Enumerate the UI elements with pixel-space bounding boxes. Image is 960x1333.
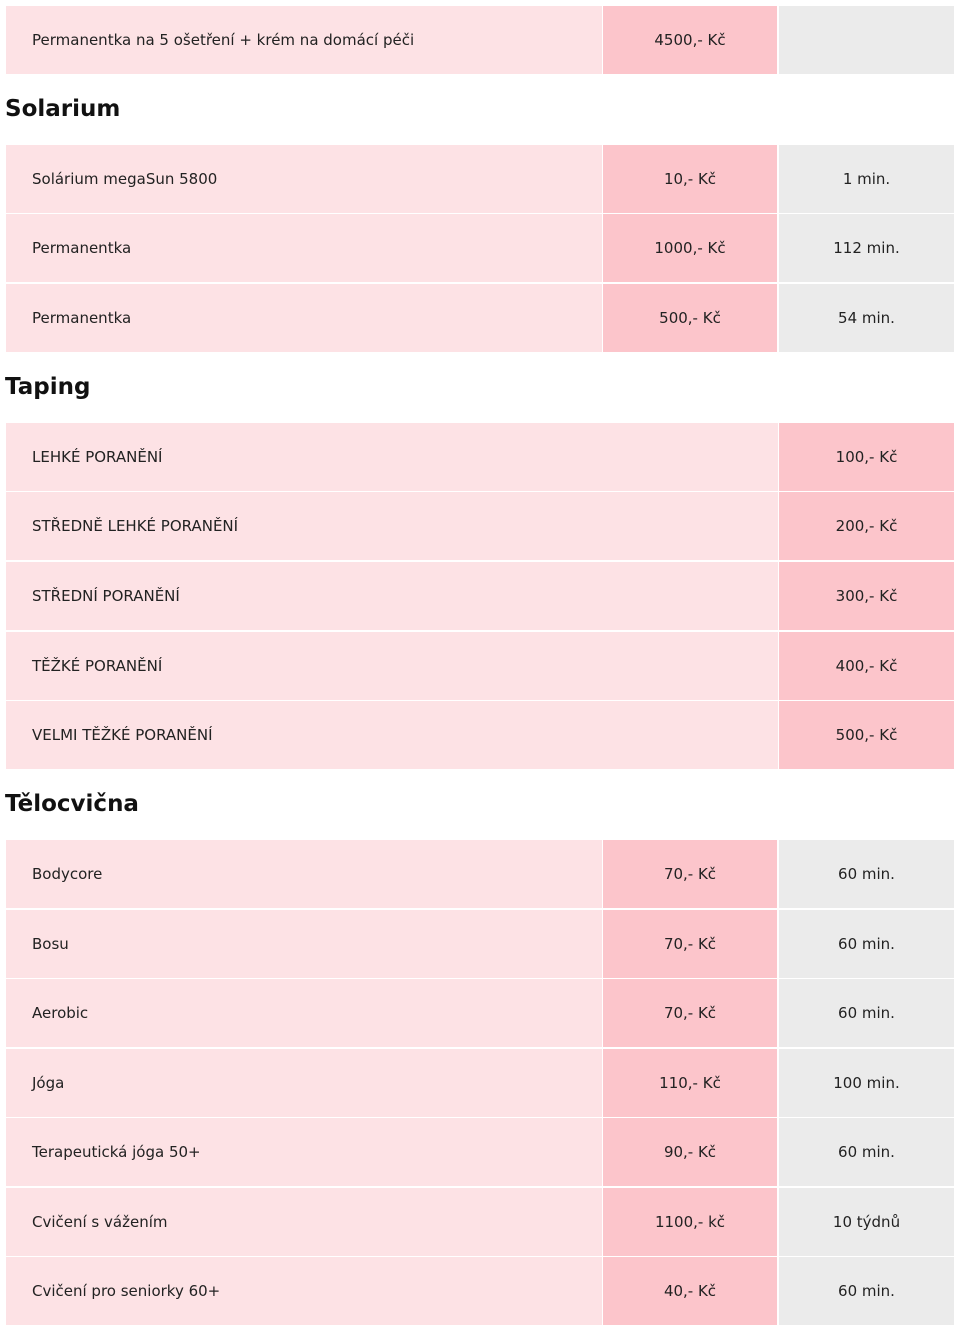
service-duration: 60 min. <box>779 910 954 978</box>
section-heading-telocvicna: Tělocvična <box>5 791 139 817</box>
service-price: 70,- Kč <box>603 840 777 908</box>
service-name: TĚŽKÉ PORANĚNÍ <box>6 632 778 700</box>
service-duration: 1 min. <box>779 145 954 213</box>
service-duration: 60 min. <box>779 1257 954 1325</box>
service-name: Cvičení s vážením <box>6 1188 602 1256</box>
service-price: 400,- Kč <box>779 632 954 700</box>
section-heading-taping: Taping <box>5 374 91 400</box>
service-price: 110,- Kč <box>603 1049 777 1117</box>
section-heading-solarium: Solarium <box>5 96 121 122</box>
service-duration: 60 min. <box>779 840 954 908</box>
service-price: 10,- Kč <box>603 145 777 213</box>
service-price: 200,- Kč <box>779 492 954 560</box>
service-price: 4500,- Kč <box>603 6 777 74</box>
service-duration: 112 min. <box>779 214 954 282</box>
service-price: 70,- Kč <box>603 910 777 978</box>
service-duration: 54 min. <box>779 284 954 352</box>
service-name: VELMI TĚŽKÉ PORANĚNÍ <box>6 701 778 769</box>
service-price: 100,- Kč <box>779 423 954 491</box>
service-price: 40,- Kč <box>603 1257 777 1325</box>
service-duration: 10 týdnů <box>779 1188 954 1256</box>
service-price: 1100,- kč <box>603 1188 777 1256</box>
service-name: Terapeutická jóga 50+ <box>6 1118 602 1186</box>
service-name: STŘEDNÍ PORANĚNÍ <box>6 562 778 630</box>
service-name: Aerobic <box>6 979 602 1047</box>
service-name: Permanentka <box>6 214 602 282</box>
service-duration: 60 min. <box>779 979 954 1047</box>
service-name: STŘEDNĚ LEHKÉ PORANĚNÍ <box>6 492 778 560</box>
service-name: Cvičení pro seniorky 60+ <box>6 1257 602 1325</box>
service-price: 1000,- Kč <box>603 214 777 282</box>
service-name: Jóga <box>6 1049 602 1117</box>
service-price: 500,- Kč <box>603 284 777 352</box>
service-name: Bodycore <box>6 840 602 908</box>
service-duration: 100 min. <box>779 1049 954 1117</box>
service-duration <box>779 6 954 74</box>
service-price: 500,- Kč <box>779 701 954 769</box>
service-name: Permanentka <box>6 284 602 352</box>
service-price: 90,- Kč <box>603 1118 777 1186</box>
service-price: 300,- Kč <box>779 562 954 630</box>
service-duration: 60 min. <box>779 1118 954 1186</box>
service-name: Permanentka na 5 ošetření + krém na domácí péči <box>6 6 602 74</box>
service-name: Bosu <box>6 910 602 978</box>
service-price: 70,- Kč <box>603 979 777 1047</box>
service-name: Solárium megaSun 5800 <box>6 145 602 213</box>
service-name: LEHKÉ PORANĚNÍ <box>6 423 778 491</box>
